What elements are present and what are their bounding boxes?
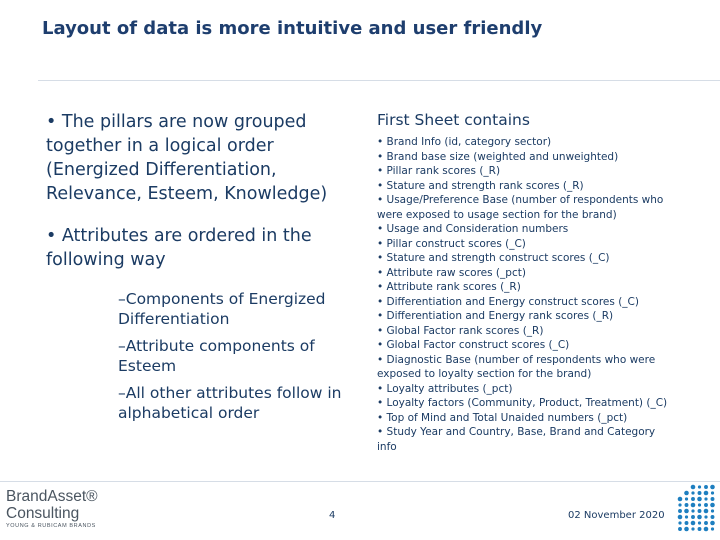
bullet-pillars: • The pillars are now grouped together in a logical order (Energized Differentiation, Relevance, Esteem, Knowledge) (46, 112, 328, 204)
title-divider (38, 80, 720, 81)
logo-dot (704, 509, 709, 514)
logo-dot (704, 521, 708, 525)
sheet-item: • Loyalty factors (Community, Product, Treatment) (_C) (377, 397, 668, 409)
logo-dot (678, 515, 683, 520)
logo-dot (678, 497, 683, 502)
logo-dot (691, 491, 694, 494)
sub-item: –Components of Energized Differentiation (118, 290, 326, 328)
sheet-item: • Diagnostic Base (number of respondents who were exposed to loyalty section for the brand) (377, 353, 656, 380)
logo-dot (710, 521, 715, 526)
logo-tagline: YOUNG & RUBICAM BRANDS (6, 523, 96, 529)
logo-dot (698, 503, 701, 506)
left-column (46, 110, 346, 431)
logo-text-consulting: Consulting (6, 505, 80, 522)
logo-dot (704, 497, 707, 500)
logo-dot (691, 485, 696, 490)
logo-dot (710, 485, 715, 490)
slide-title: Layout of data is more intuitive and user friendly (42, 18, 543, 39)
logo-dot (678, 527, 682, 531)
logo-dot (704, 503, 708, 507)
dot-grid-logo-icon (676, 483, 718, 533)
bullet-attributes: • Attributes are ordered in the following way (46, 226, 312, 270)
logo-dot (711, 515, 715, 519)
logo-dot (711, 527, 714, 530)
logo-dot (691, 509, 694, 512)
sheet-item: • Brand base size (weighted and unweighted) (377, 150, 619, 163)
sheet-item: • Loyalty attributes (_pct) (377, 382, 513, 395)
logo-dot (710, 503, 715, 508)
sheet-item: • Attribute raw scores (_pct) (377, 266, 526, 279)
sheet-item: • Usage and Consideration numbers (377, 223, 569, 235)
logo-dot (697, 497, 702, 502)
first-sheet-heading: First Sheet contains (377, 111, 530, 129)
logo-dot (698, 527, 702, 531)
logo-text-brandasset: BrandAsset® (6, 488, 98, 505)
sheet-item: • Global Factor rank scores (_R) (377, 324, 544, 337)
sheet-item: • Pillar construct scores (_C) (377, 237, 526, 250)
sheet-item: • Pillar rank scores (_R) (377, 165, 501, 177)
logo-dot (685, 515, 688, 518)
slide-date: 02 November 2020 (568, 510, 665, 521)
logo-dot (698, 509, 702, 513)
logo-dot (698, 521, 701, 524)
sheet-item: • Differentiation and Energy rank scores (_R) (377, 310, 614, 322)
logo-dot (691, 497, 695, 501)
logo-dot (711, 509, 714, 512)
logo-dot (684, 491, 689, 496)
logo-dot (698, 485, 701, 488)
logo-dot (704, 485, 708, 489)
logo-dot (685, 497, 688, 500)
sheet-item: • Brand Info (id, category sector) (377, 136, 552, 148)
sheet-item: • Study Year and Country, Base, Brand and Category info (377, 426, 656, 453)
logo-dot (697, 515, 702, 520)
logo-dot (685, 521, 689, 525)
sheet-item: • Stature and strength construct scores (_C) (377, 252, 610, 264)
sheet-item: • Attribute rank scores (_R) (377, 281, 521, 293)
sheet-item: • Stature and strength rank scores (_R) (377, 179, 584, 192)
logo-dot (684, 527, 689, 532)
sub-item: –Attribute components of Esteem (118, 337, 315, 375)
logo-dot (685, 503, 689, 507)
right-column (377, 110, 677, 454)
brandasset-logo (6, 488, 98, 529)
sheet-item: • Usage/Preference Base (number of respondents who were exposed to usage section for the brand) (377, 194, 664, 221)
logo-dot (711, 491, 714, 494)
logo-dot (691, 503, 696, 508)
logo-dot (678, 509, 682, 513)
sheet-item: • Global Factor construct scores (_C) (377, 339, 570, 351)
logo-dot (698, 491, 702, 495)
footer-divider (0, 481, 720, 482)
logo-dot (691, 515, 695, 519)
logo-dot (678, 521, 681, 524)
logo-dot (704, 491, 709, 496)
logo-dot (678, 503, 681, 506)
logo-dot (704, 527, 709, 532)
logo-dot (704, 515, 707, 518)
logo-dot (691, 521, 696, 526)
page-number: 4 (329, 510, 336, 521)
logo-dot (691, 527, 694, 530)
sheet-item: • Differentiation and Energy construct scores (_C) (377, 295, 639, 308)
sub-list (118, 290, 344, 423)
sheet-item: • Top of Mind and Total Unaided numbers (_pct) (377, 411, 628, 424)
sub-item: –All other attributes follow in alphabetical order (118, 384, 342, 422)
logo-dot (684, 509, 689, 514)
logo-dot (711, 497, 715, 501)
